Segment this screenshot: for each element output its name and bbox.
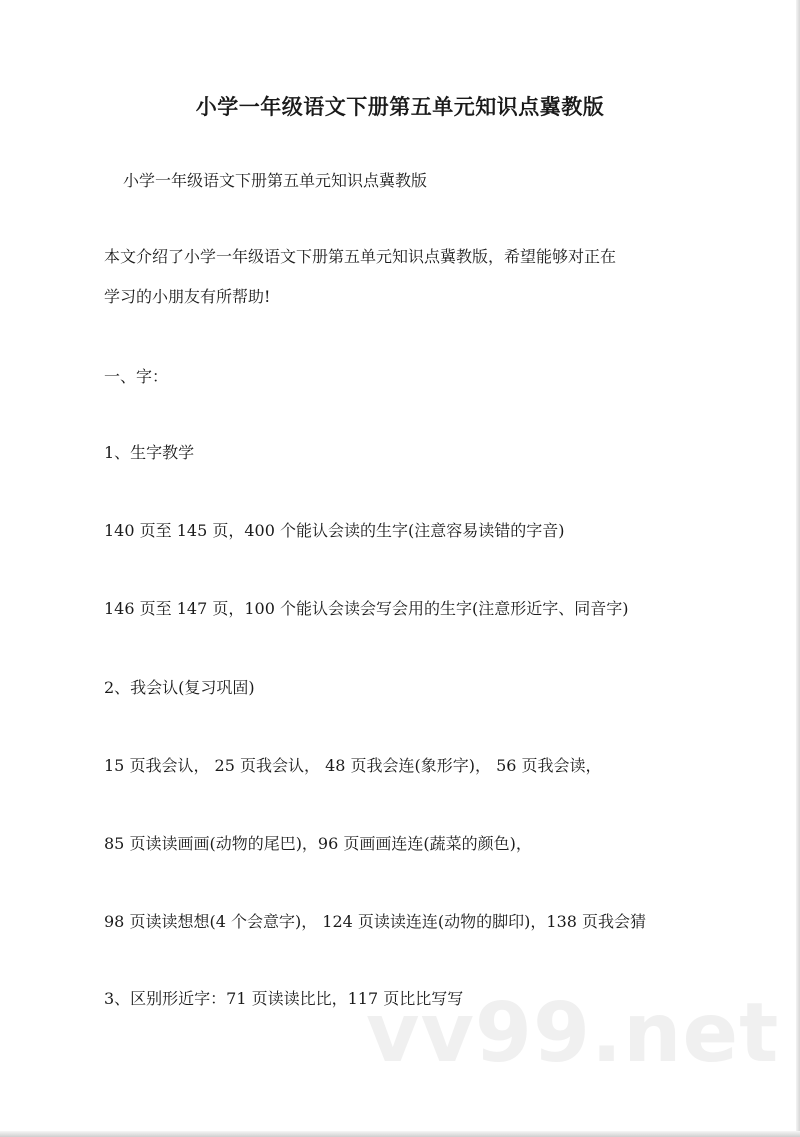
paragraph-review-line-2: 85 页读读画画(动物的尾巴)，96 页画画连连(蔬菜的颜色)，	[104, 834, 532, 853]
page-edge-right	[796, 0, 800, 1137]
subsection-heading-similar-characters: 3、区别形近字：71 页读读比比，117 页比比写写	[104, 989, 464, 1008]
paragraph-review-line-1: 15 页我会认， 25 页我会认， 48 页我会连(象形字)， 56 页我会读，	[104, 756, 602, 775]
document-subtitle: 小学一年级语文下册第五单元知识点冀教版	[123, 171, 428, 190]
paragraph-pages-146-147: 146 页至 147 页，100 个能认会读会写会用的生字(注意形近字、同音字)	[104, 599, 629, 618]
site-watermark: vv99.net	[366, 986, 780, 1081]
paragraph-review-line-3: 98 页读读想想(4 个会意字)， 124 页读读连连(动物的脚印)，138 页我会猜	[104, 912, 647, 931]
page-edge-bottom	[0, 1131, 800, 1137]
intro-line-2: 学习的小朋友有所帮助!	[104, 287, 271, 306]
intro-line-1: 本文介绍了小学一年级语文下册第五单元知识点冀教版，希望能够对正在	[104, 247, 617, 266]
paragraph-pages-140-145: 140 页至 145 页，400 个能认会读的生字(注意容易读错的字音)	[104, 521, 565, 540]
document-title: 小学一年级语文下册第五单元知识点冀教版	[195, 95, 605, 119]
section-heading-characters: 一、字：	[104, 367, 169, 386]
subsection-heading-new-characters: 1、生字教学	[104, 443, 195, 462]
subsection-heading-review: 2、我会认(复习巩固)	[104, 678, 255, 697]
